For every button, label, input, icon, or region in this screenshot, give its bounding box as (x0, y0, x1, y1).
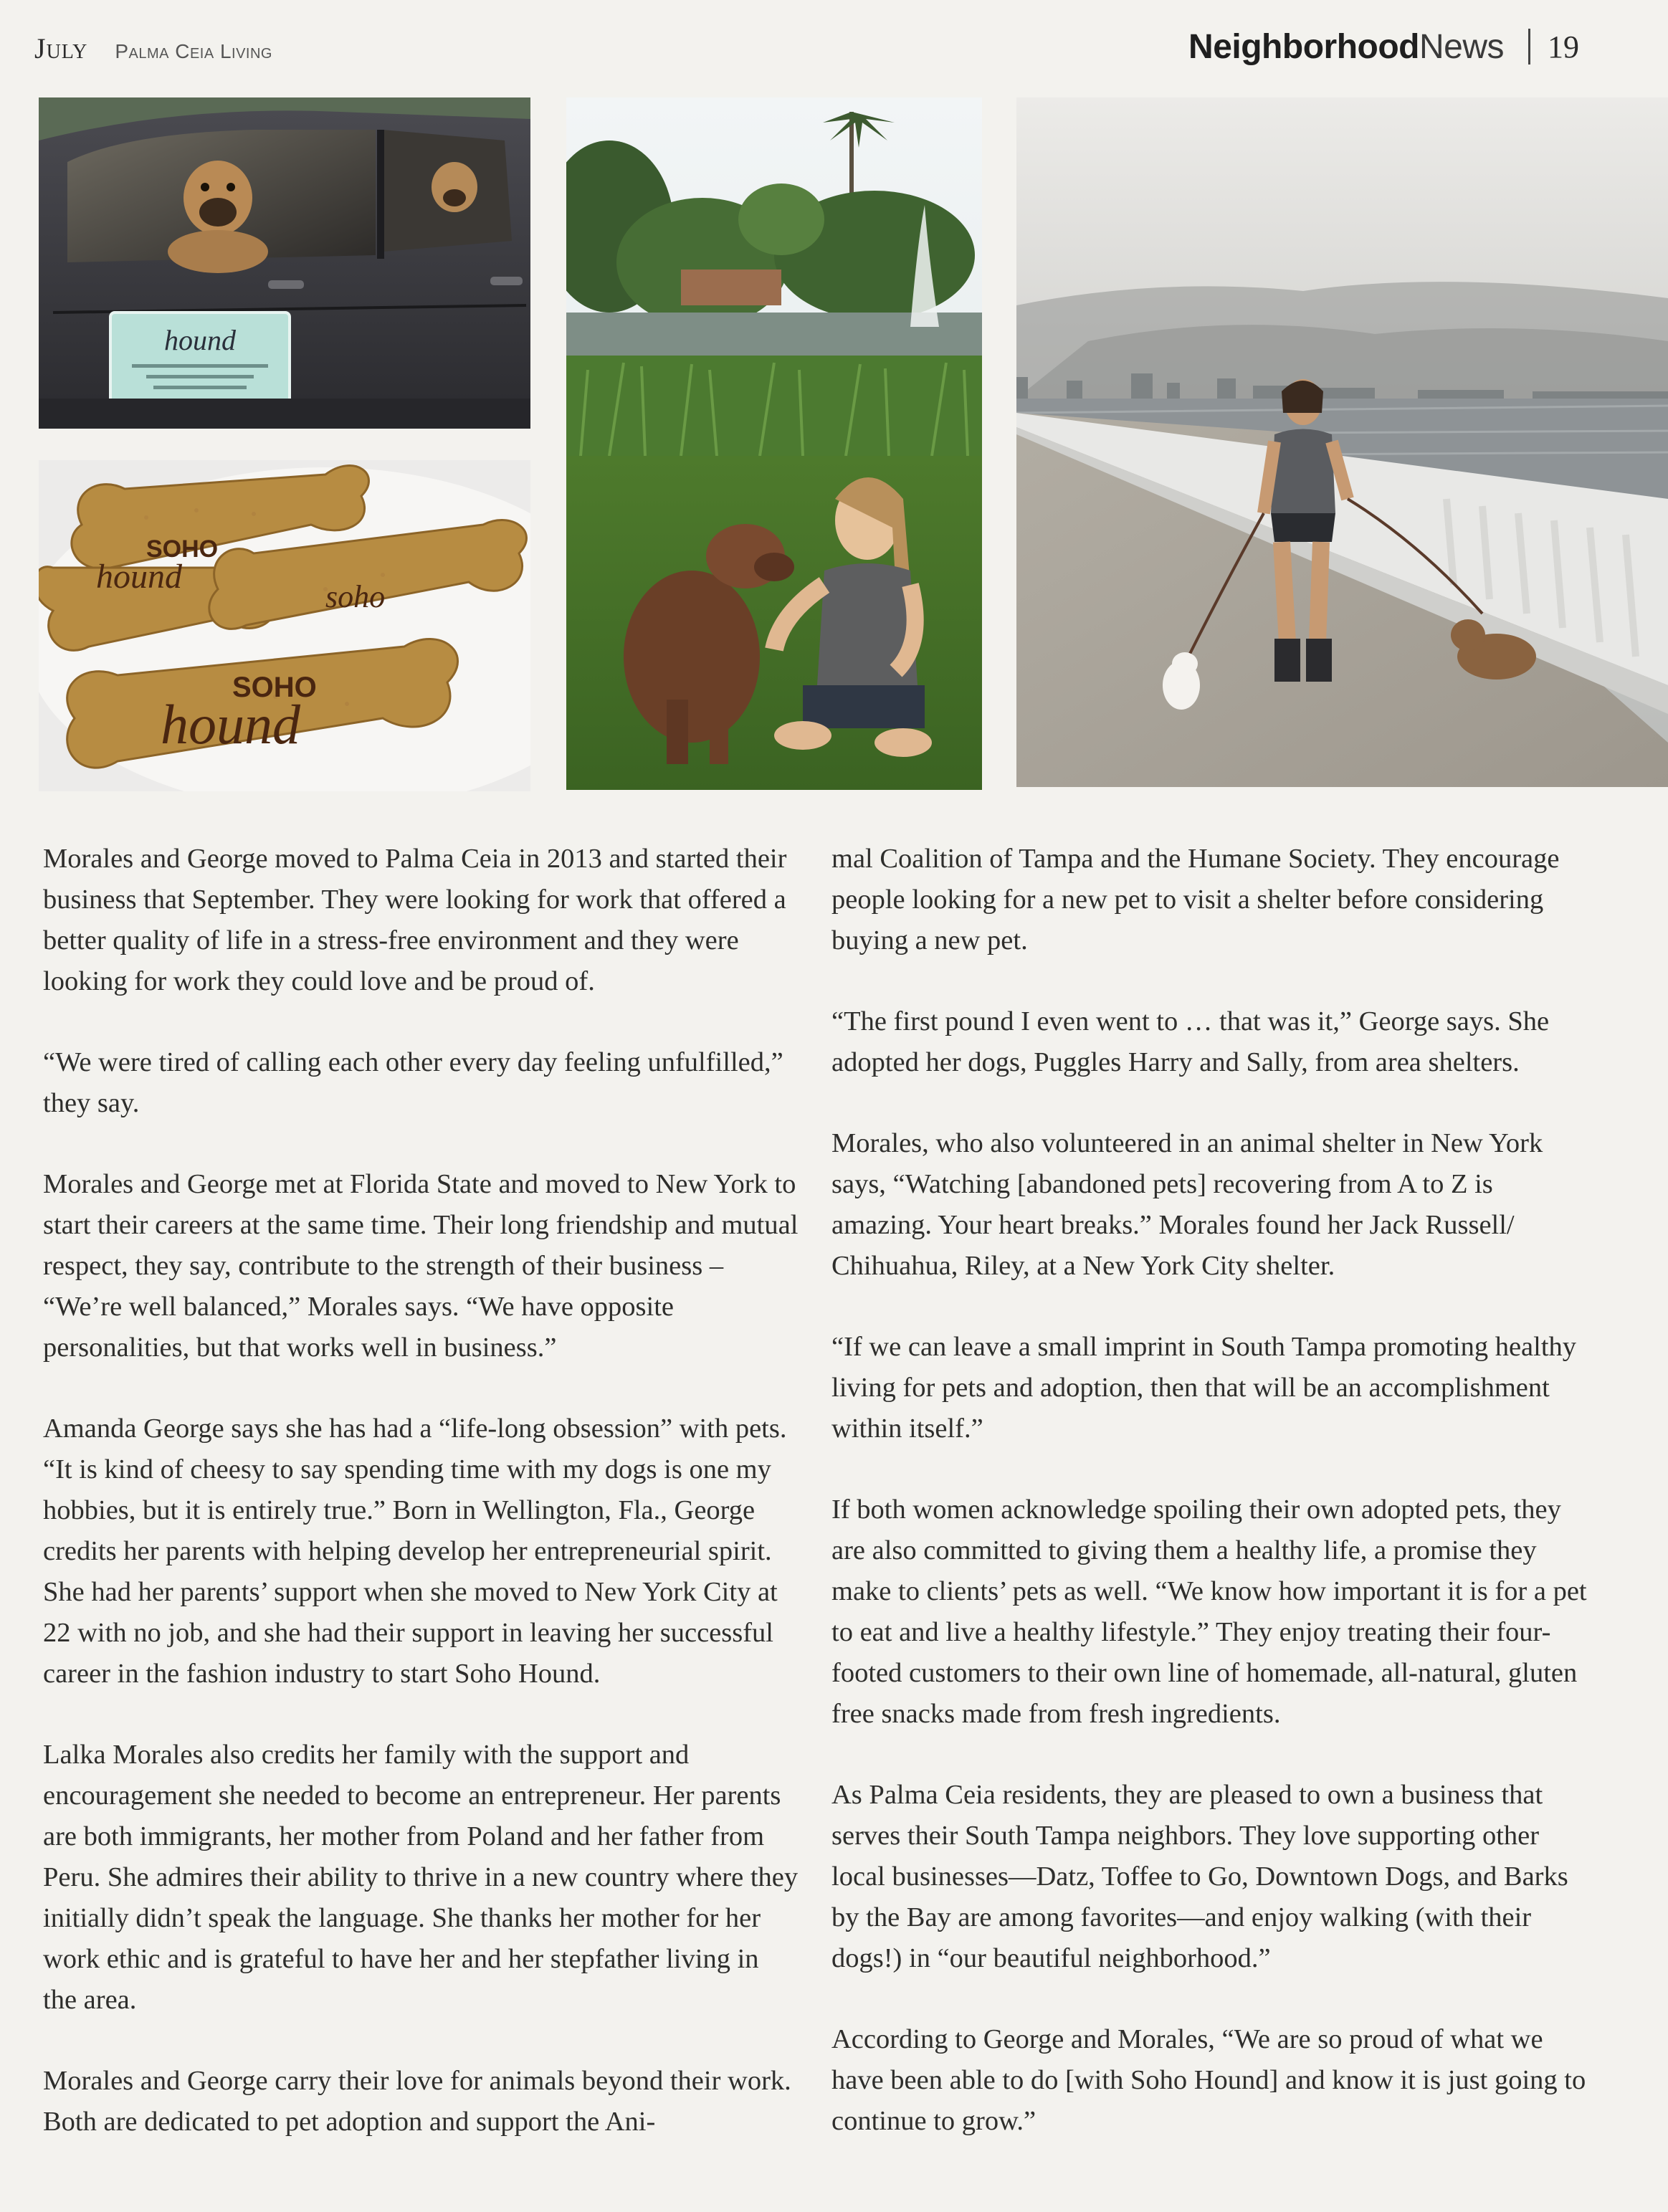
article-column-right (831, 839, 1591, 2182)
article-paragraph: According to George and Morales, “We are so proud of what we have been able to do [with Soho Hound] and know it is just going to continue to grow.” (831, 2024, 1586, 2136)
page-header-right (1188, 22, 1579, 72)
header-divider (1528, 29, 1530, 65)
photo-woman-with-dog-park (566, 97, 982, 790)
photo-dog-biscuits (39, 460, 530, 791)
article-paragraph: Morales and George moved to Palma Ceia in 2013 and started their business that September. They were looking for work that offered a better quality of life in a stress-free environment and they were looking for work they could love and be proud of. (43, 844, 787, 996)
biscuit-hound-text-1: hound (96, 558, 182, 596)
article-paragraph: “We were tired of calling each other every day feeling unfulfilled,” they say. (43, 1047, 783, 1118)
page-header-left (34, 32, 272, 65)
article-paragraph: If both women acknowledge spoiling their own adopted pets, they are also committed to giving them a healthy life, a promise they make to clients’ pets as well. “We know how important it is for a pet to eat and live a healthy lifestyle.” They enjoy treating their four-footed customers to their own line of homemade, all-natural, gluten free snacks made from fresh ingredients. (831, 1494, 1587, 1729)
biscuit-hound-text-2: hound (161, 693, 300, 755)
article-paragraph: As Palma Ceia residents, they are pleased to own a business that serves their South Tampa neighbors. They love supporting other local businesses—Datz, Toffee to Go, Downtown Dogs, and Barks by the Bay are among favorites—and enjoy walking (with their dogs!) in “our beautiful neighborhood.” (831, 1780, 1568, 1973)
section-title-light: News (1419, 27, 1504, 66)
issue-month: July (34, 32, 88, 65)
article-paragraph: Morales, who also volunteered in an animal shelter in New York says, “Watching [abandoned pets] recovering from A to Z is amazing. Your heart breaks.” Morales found her Jack Russell/ Chihuahua, Riley, at a New York City shelter. (831, 1128, 1543, 1281)
article-paragraph: “If we can leave a small imprint in South Tampa promoting healthy living for pets and adoption, then that will be an accomplishment within itself.” (831, 1332, 1577, 1444)
article-paragraph: Morales and George met at Florida State and moved to New York to start their careers at the same time. Their long friendship and mutual respect, they say, contribute to the strength of their business – “We’re well balanced,” Morales says. “We have opposite personalities, but that works well in business.” (43, 1169, 799, 1363)
biscuit-soho-text-1: SOHO (146, 535, 219, 563)
photo-woman-walking-dogs-bayshore (1016, 97, 1668, 787)
article-paragraph: Amanda George says she has had a “life-long obsession” with pets. “It is kind of cheesy to say spending time with my dogs is one my hobbies, but it is entirely true.” Born in Wellington, Fla., George credits her parents with helping develop her entrepreneurial spirit. She had her parents’ support when she moved to New York City at 22 with no job, and she had their support in leaving her successful career in the fashion industry to start Soho Hound. (43, 1414, 787, 1689)
svg-text:hound: hound (164, 324, 236, 356)
page-number: 19 (1548, 29, 1579, 65)
article-paragraph: Lalka Morales also credits her family with the support and encouragement she needed to become an entrepreneur. Her parents are both immigrants, her mother from Poland and her father from Peru. She admires their ability to thrive in a new country where they initially didn’t speak the language. She thanks her mother for her work ethic and is grateful to have her and her stepfather living in the area. (43, 1740, 799, 2015)
publication-name: Palma Ceia Living (115, 40, 272, 62)
article-paragraph: Morales and George carry their love for animals beyond their work. Both are dedicated to pet adoption and support the Ani- (43, 2066, 791, 2137)
biscuit-soho-text-2: SOHO (232, 672, 317, 703)
section-title-bold: Neighborhood (1188, 27, 1419, 66)
article-paragraph: mal Coalition of Tampa and the Humane Society. They encourage people looking for a new pet to visit a shelter before considering buying a new pet. (831, 844, 1560, 955)
svg-text:soho: soho (325, 579, 386, 614)
article-column-left (43, 839, 799, 2183)
article-paragraph: “The first pound I even went to … that was it,” George says. She adopted her dogs, Puggles Harry and Sally, from area shelters. (831, 1006, 1550, 1077)
photo-car-with-dogs (39, 97, 530, 429)
